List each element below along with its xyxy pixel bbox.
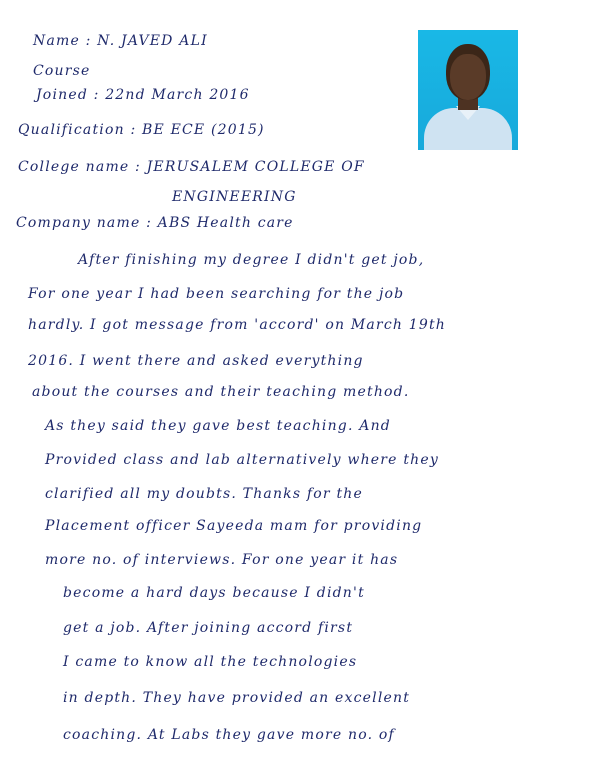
body-line: 2016. I went there and asked everything [28,353,364,369]
body-line: clarified all my doubts. Thanks for the [45,486,363,502]
body-line: After finishing my degree I didn't get job, [78,252,425,268]
applicant-photo [418,30,518,150]
qualification-line: Qualification : BE ECE (2015) [18,122,265,138]
name-line: Name : N. JAVED ALI [33,33,208,49]
body-line: coaching. At Labs they gave more no. of [63,727,395,743]
company-line: Company name : ABS Health care [16,215,294,231]
body-line: become a hard days because I didn't [63,585,365,601]
college-line-1: College name : JERUSALEM COLLEGE OF [18,159,365,175]
joined-line: Joined : 22nd March 2016 [36,87,250,103]
body-line: As they said they gave best teaching. And [45,418,391,434]
college-line-2: ENGINEERING [172,189,297,205]
body-line: I came to know all the technologies [63,654,358,670]
body-line: hardly. I got message from 'accord' on March 19th [28,317,446,333]
body-line: get a job. After joining accord first [63,620,354,636]
body-line: Provided class and lab alternatively where they [45,452,439,468]
course-line: Course [33,63,91,79]
body-line: about the courses and their teaching method. [32,384,410,400]
body-line: Placement officer Sayeeda mam for providing [45,518,423,534]
body-line: For one year I had been searching for the job [28,286,405,302]
body-line: more no. of interviews. For one year it has [45,552,399,568]
body-line: in depth. They have provided an excellent [63,690,411,706]
